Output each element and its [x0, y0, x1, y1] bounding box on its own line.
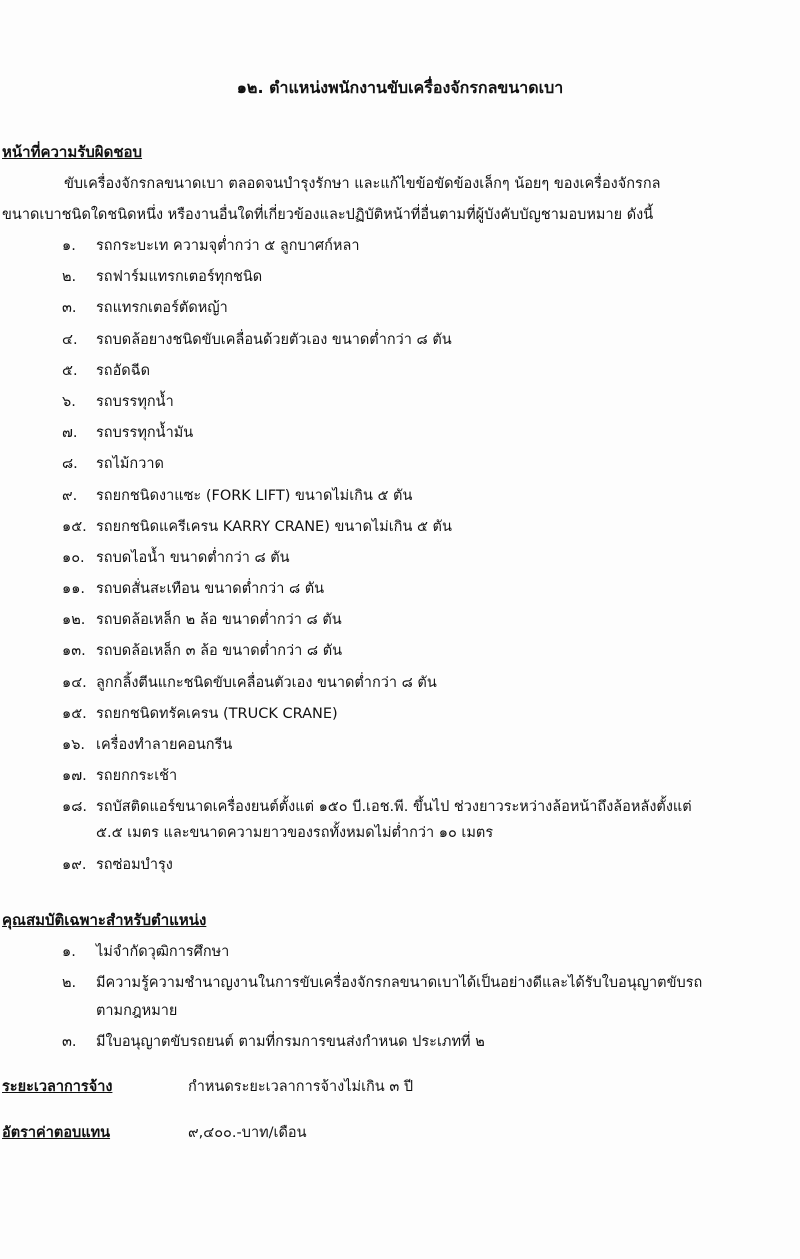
list-item-number: ๑๒.: [62, 612, 86, 629]
list-item-text: รถบรรทุกน้ำมัน: [96, 425, 194, 442]
list-item: [62, 295, 692, 326]
list-item-text: รถบัสติดแอร์ขนาดเครื่องยนต์ตั้งแต่ ๑๕๐ บี.เอช.พี. ขึ้นไป ช่วงยาวระหว่างล้อหน้าถึงล้อหลังตั้งแต่: [96, 799, 692, 816]
list-item: [62, 451, 692, 482]
list-item-text: ลูกกลิ้งตีนแกะชนิดขับเคลื่อนตัวเอง ขนาดต่ำกว่า ๘ ตัน: [96, 674, 437, 691]
list-item-text: รถฟาร์มแทรกเตอร์ทุกชนิด: [96, 269, 263, 286]
list-item-text: รถยกชนิดงาแซะ (FORK LIFT) ขนาดไม่เกิน ๕ ตัน: [96, 487, 413, 504]
list-item-text: รถบดไอน้ำ ขนาดต่ำกว่า ๘ ตัน: [96, 549, 290, 566]
list-item-number: ๙.: [62, 487, 78, 504]
qualifications-heading: คุณสมบัติเฉพาะสำหรับตำแหน่ง: [2, 911, 207, 929]
list-item: [62, 701, 692, 732]
list-item-number: ๑๖.: [62, 737, 86, 753]
list-item-number: ๑๘.: [62, 799, 87, 816]
list-item-number: ๕.: [62, 362, 78, 379]
list-item: [62, 763, 692, 794]
list-item-text: รถไม้กวาด: [96, 456, 164, 473]
list-item-number: ๑๕.: [62, 518, 87, 535]
list-item-number: ๑๐.: [62, 549, 85, 566]
list-item: [62, 233, 692, 264]
list-item-number: ๑๓.: [62, 643, 86, 660]
list-item-number: ๑๑.: [62, 581, 86, 598]
list-item: [62, 545, 692, 576]
list-item: [62, 938, 702, 966]
list-item-text: รถซ่อมบำรุง: [96, 857, 173, 874]
employment-period-label: ระยะเวลาการจ้าง: [2, 1079, 113, 1095]
compensation-row: [2, 1121, 307, 1144]
list-item-text: มีใบอนุญาตขับรถยนต์ ตามที่กรมการขนส่งกำหนด ประเภทที่ ๒: [96, 1034, 485, 1050]
list-item-text: รถบดล้อเหล็ก ๓ ล้อ ขนาดต่ำกว่า ๘ ตัน: [96, 643, 343, 660]
list-item-number: ๒.: [62, 975, 77, 991]
list-item-text: รถบดล้อเหล็ก ๒ ล้อ ขนาดต่ำกว่า ๘ ตัน: [96, 612, 342, 629]
list-item-text: รถบดสั่นสะเทือน ขนาดต่ำกว่า ๘ ตัน: [96, 581, 325, 598]
list-item-number: ๑๙.: [62, 857, 87, 874]
list-item: [62, 732, 692, 763]
list-item-text: รถอัดฉีด: [96, 362, 150, 379]
list-item-text: มีความรู้ความชำนาญงานในการขับเครื่องจักรกลขนาดเบาได้เป็นอย่างดีและได้รับใบอนุญาตขับรถ: [96, 975, 703, 991]
compensation-label: อัตราค่าตอบแทน: [2, 1125, 111, 1141]
list-item-text: รถยกกระเช้า: [96, 768, 178, 785]
list-item-number: ๔.: [62, 331, 78, 348]
list-item: [62, 670, 692, 701]
list-item: [62, 794, 692, 852]
list-item: [62, 1028, 702, 1056]
list-item: [62, 327, 692, 358]
list-item-text-continued: ๕.๕ เมตร และขนาดความยาวของรถทั้งหมดไม่ต่ำกว่า ๑๐ เมตร: [96, 825, 494, 842]
list-item-number: ๓.: [62, 300, 77, 317]
list-item-text-continued: ตามกฎหมาย: [96, 1003, 178, 1019]
list-item-text: รถกระบะเท ความจุต่ำกว่า ๕ ลูกบาศก์หลา: [96, 238, 360, 254]
employment-period-value: กำหนดระยะเวลาการจ้างไม่เกิน ๓ ปี: [188, 1079, 414, 1095]
list-item-number: ๖.: [62, 393, 76, 410]
list-item-number: ๑.: [62, 944, 76, 960]
list-item-text: ไม่จำกัดวุฒิการศึกษา: [96, 944, 230, 960]
list-item-text: รถยกชนิดแครีเครน KARRY CRANE) ขนาดไม่เกิน ๕ ตัน: [96, 518, 452, 535]
duties-paragraph-line-1: ขับเครื่องจักรกลขนาดเบา ตลอดจนบำรุงรักษา และแก้ไขข้อขัดข้องเล็กๆ น้อยๆ ของเครื่องจักรกล: [64, 176, 661, 192]
duties-paragraph-line-2: ขนาดเบาชนิดใดชนิดหนึ่ง หรืองานอื่นใดที่เกี่ยวข้องและปฏิบัติหน้าที่อื่นตามที่ผู้บังคับบัญชามอบหมาย ดังนี้: [2, 207, 654, 223]
list-item: [62, 483, 692, 514]
list-item: [62, 576, 692, 607]
list-item: [62, 969, 702, 1025]
list-item: [62, 514, 692, 545]
employment-period-row: [2, 1075, 413, 1098]
qualifications-list: [62, 938, 702, 1056]
list-item-number: ๘.: [62, 456, 78, 473]
list-item-number: ๑.: [62, 238, 76, 254]
list-item-number: ๓.: [62, 1034, 77, 1050]
list-item-text: รถบรรทุกน้ำ: [96, 393, 174, 410]
list-item: [62, 852, 692, 883]
list-item: [62, 264, 692, 295]
compensation-value: ๙,๔๐๐.-บาท/เดือน: [188, 1125, 307, 1141]
list-item: [62, 638, 692, 669]
document-title: ๑๒. ตำแหน่งพนักงานขับเครื่องจักรกลขนาดเบา: [236, 78, 564, 97]
duties-heading: หน้าที่ความรับผิดชอบ: [2, 143, 143, 161]
list-item-text: เครื่องทำลายคอนกรีน: [96, 737, 233, 753]
list-item-number: ๒.: [62, 269, 77, 286]
list-item-number: ๗.: [62, 425, 78, 442]
list-item: [62, 607, 692, 638]
list-item: [62, 358, 692, 389]
list-item-number: ๑๔.: [62, 674, 87, 691]
list-item-number: ๑๗.: [62, 768, 87, 785]
list-item-number: ๑๕.: [62, 705, 87, 722]
list-item: [62, 389, 692, 420]
list-item-text: รถบดล้อยางชนิดขับเคลื่อนด้วยตัวเอง ขนาดต่ำกว่า ๘ ตัน: [96, 331, 452, 348]
vehicle-list: [62, 233, 692, 884]
list-item-text: รถแทรกเตอร์ตัดหญ้า: [96, 300, 228, 317]
list-item-text: รถยกชนิดทรัคเครน (TRUCK CRANE): [96, 705, 338, 722]
list-item: [62, 420, 692, 451]
